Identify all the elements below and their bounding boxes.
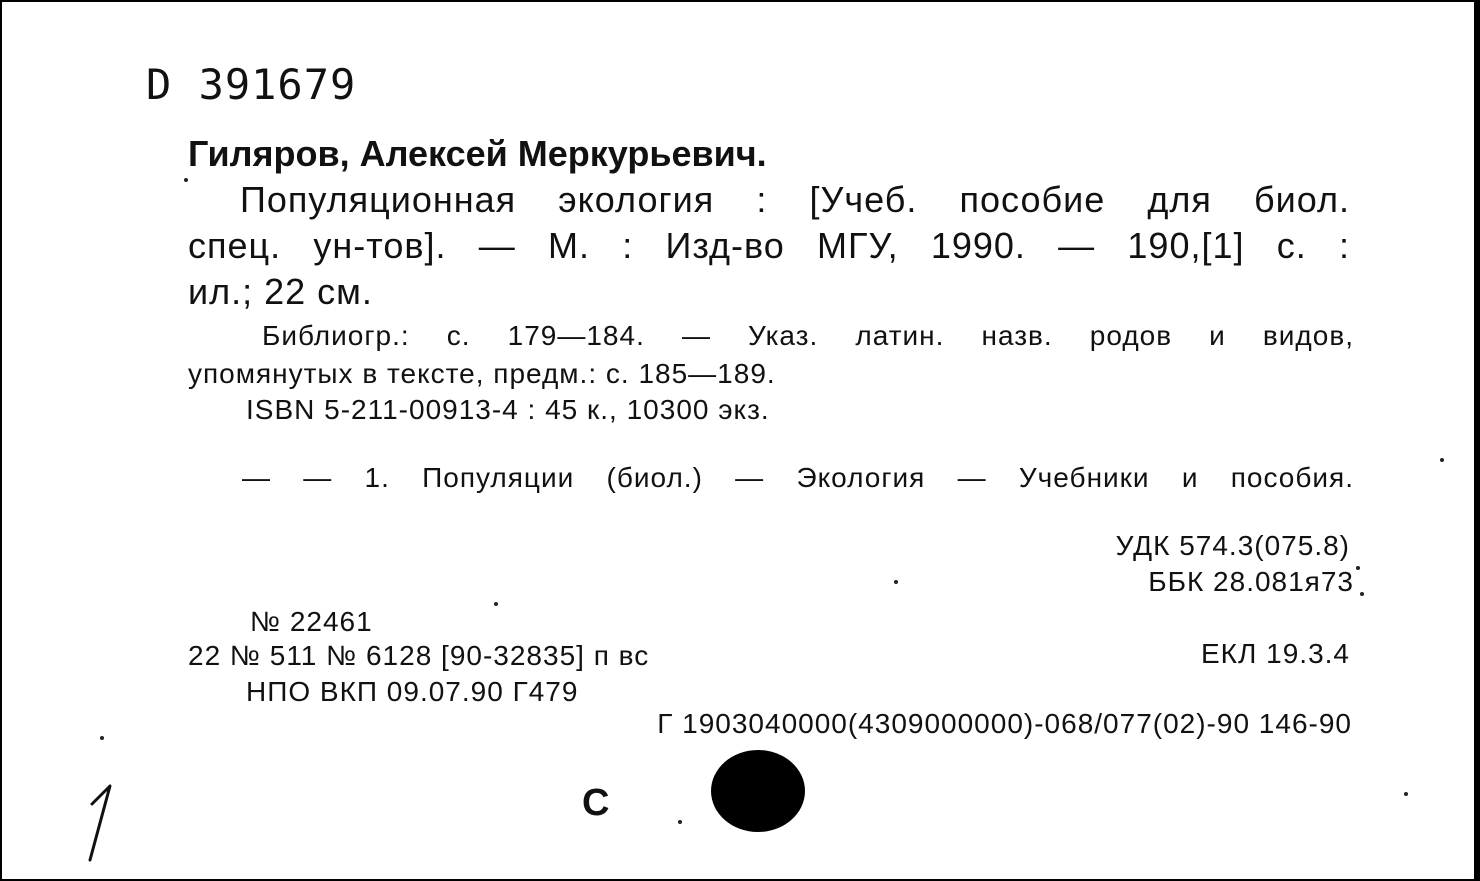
speck-dot	[494, 602, 498, 606]
speck-dot	[1440, 458, 1444, 462]
speck-dot	[100, 736, 104, 740]
classification-code: Г 1903040000(4309000000)-068/077(02)-90 146-90	[657, 708, 1352, 739]
title-line-3: ил.; 22 см.	[188, 271, 373, 312]
notes-line-2: упомянутых в тексте, предм.: с. 185—189.	[188, 358, 776, 389]
record-number: № 22461	[250, 606, 373, 637]
subject-line	[242, 464, 1354, 492]
punch-hole	[711, 750, 805, 832]
notes-line-1-text: Библиогр.: с. 179—184. — Указ. латин. назв. родов и видов,	[262, 320, 1354, 351]
speck-dot	[894, 580, 898, 584]
title-line-1-text: Популяционная экология : [Учеб. пособие для биол.	[240, 179, 1350, 220]
speck-dot	[184, 178, 188, 182]
call-number: D 391679	[146, 60, 357, 109]
author-heading: Гиляров, Алексей Меркурьевич.	[188, 133, 767, 174]
notes-line-1	[262, 322, 1354, 350]
udk-code: УДК 574.3(075.8)	[1115, 530, 1350, 561]
isbn-line: ISBN 5-211-00913-4 : 45 к., 10300 экз.	[246, 394, 770, 425]
speck-dot	[1356, 566, 1360, 570]
title-line-2	[188, 225, 1350, 266]
subject-line-text: — — 1. Популяции (биол.) — Экология — Учебники и пособия.	[242, 462, 1354, 493]
bottom-letter: С	[582, 782, 610, 824]
pencil-mark	[82, 782, 122, 864]
order-line: 22 № 511 № 6128 [90-32835] п вс	[188, 640, 650, 671]
bbk-code: ББК 28.081я73	[1148, 566, 1354, 597]
printer-line: НПО ВКП 09.07.90 Г479	[246, 676, 579, 707]
speck-dot	[1404, 792, 1408, 796]
title-line-1	[240, 179, 1350, 220]
speck-dot	[1360, 592, 1364, 596]
title-line-2-text: спец. ун-тов]. — М. : Изд-во МГУ, 1990. — 190,[1] с. :	[188, 225, 1350, 266]
ekl-code: ЕКЛ 19.3.4	[1201, 638, 1350, 669]
card-edge-shadow	[1474, 0, 1480, 881]
speck-dot	[678, 820, 682, 824]
